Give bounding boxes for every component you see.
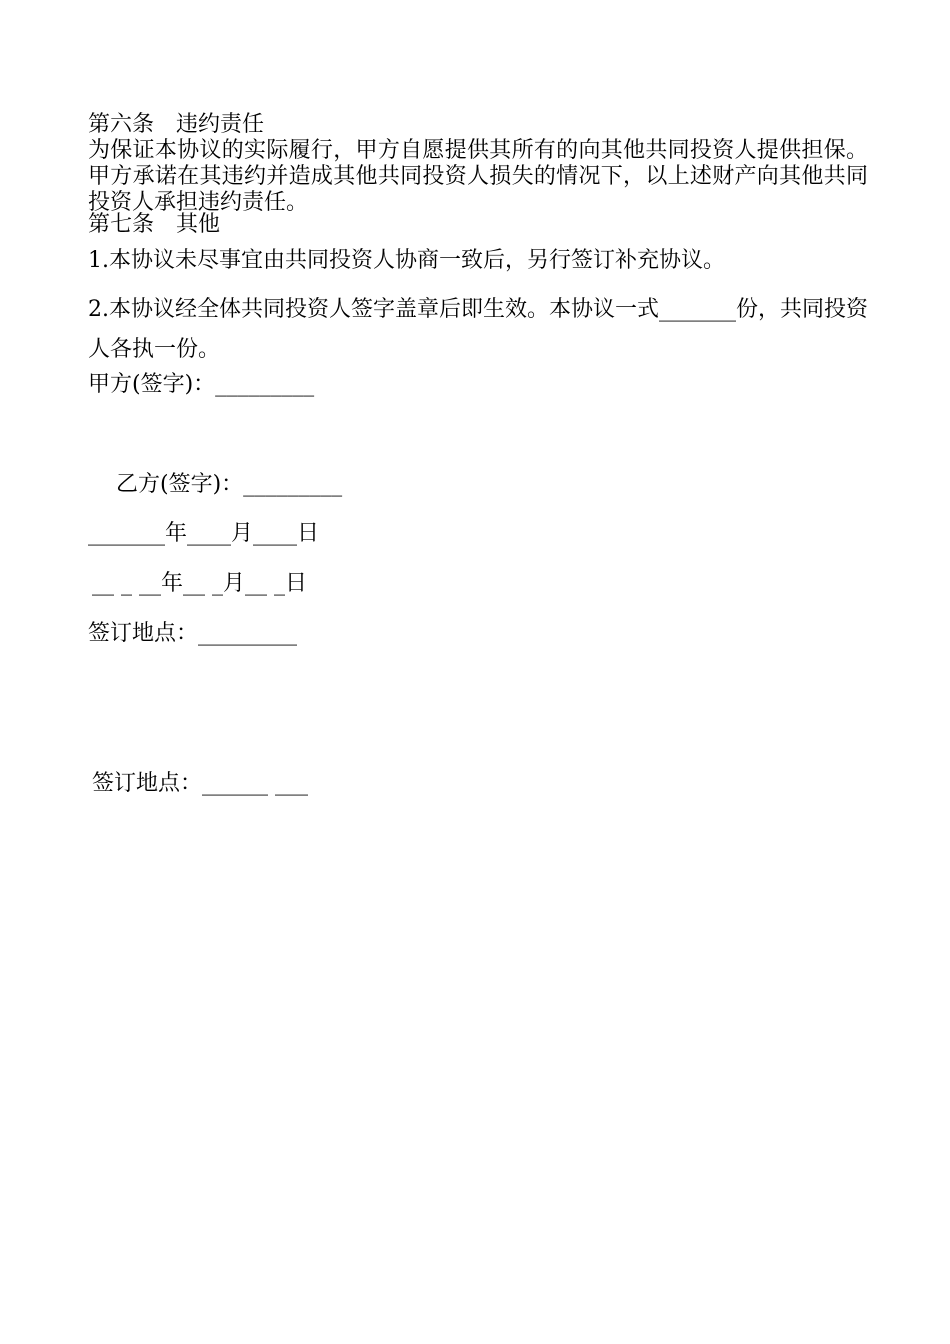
party-b-signature: 乙方(签字)：_________: [116, 472, 343, 497]
signing-place-2: 签订地点：______ ___: [92, 771, 308, 796]
signing-place-1: 签订地点：_________: [88, 621, 298, 646]
article7-item2: 2.本协议经全体共同投资人签字盖章后即生效。本协议一式_______份，共同投资人各执一份。: [88, 297, 868, 362]
article7-item1: 1.本协议未尽事宜由共同投资人协商一致后，另行签订补充协议。: [88, 248, 725, 273]
article7-heading: 第七条 其他: [88, 212, 221, 237]
article6-body: 为保证本协议的实际履行，甲方自愿提供其所有的向其他共同投资人提供担保。甲方承诺在其违约并造成其他共同投资人损失的情况下，以上述财产向其他共同投资人承担违约责任。: [88, 138, 868, 215]
signing-date-2: __ _ __年__ _月__ _日: [92, 571, 307, 596]
party-a-signature: 甲方(签字)：_________: [88, 372, 315, 397]
signing-date-1: _______年____月____日: [88, 521, 320, 546]
article6-heading: 第六条 违约责任: [88, 112, 265, 137]
